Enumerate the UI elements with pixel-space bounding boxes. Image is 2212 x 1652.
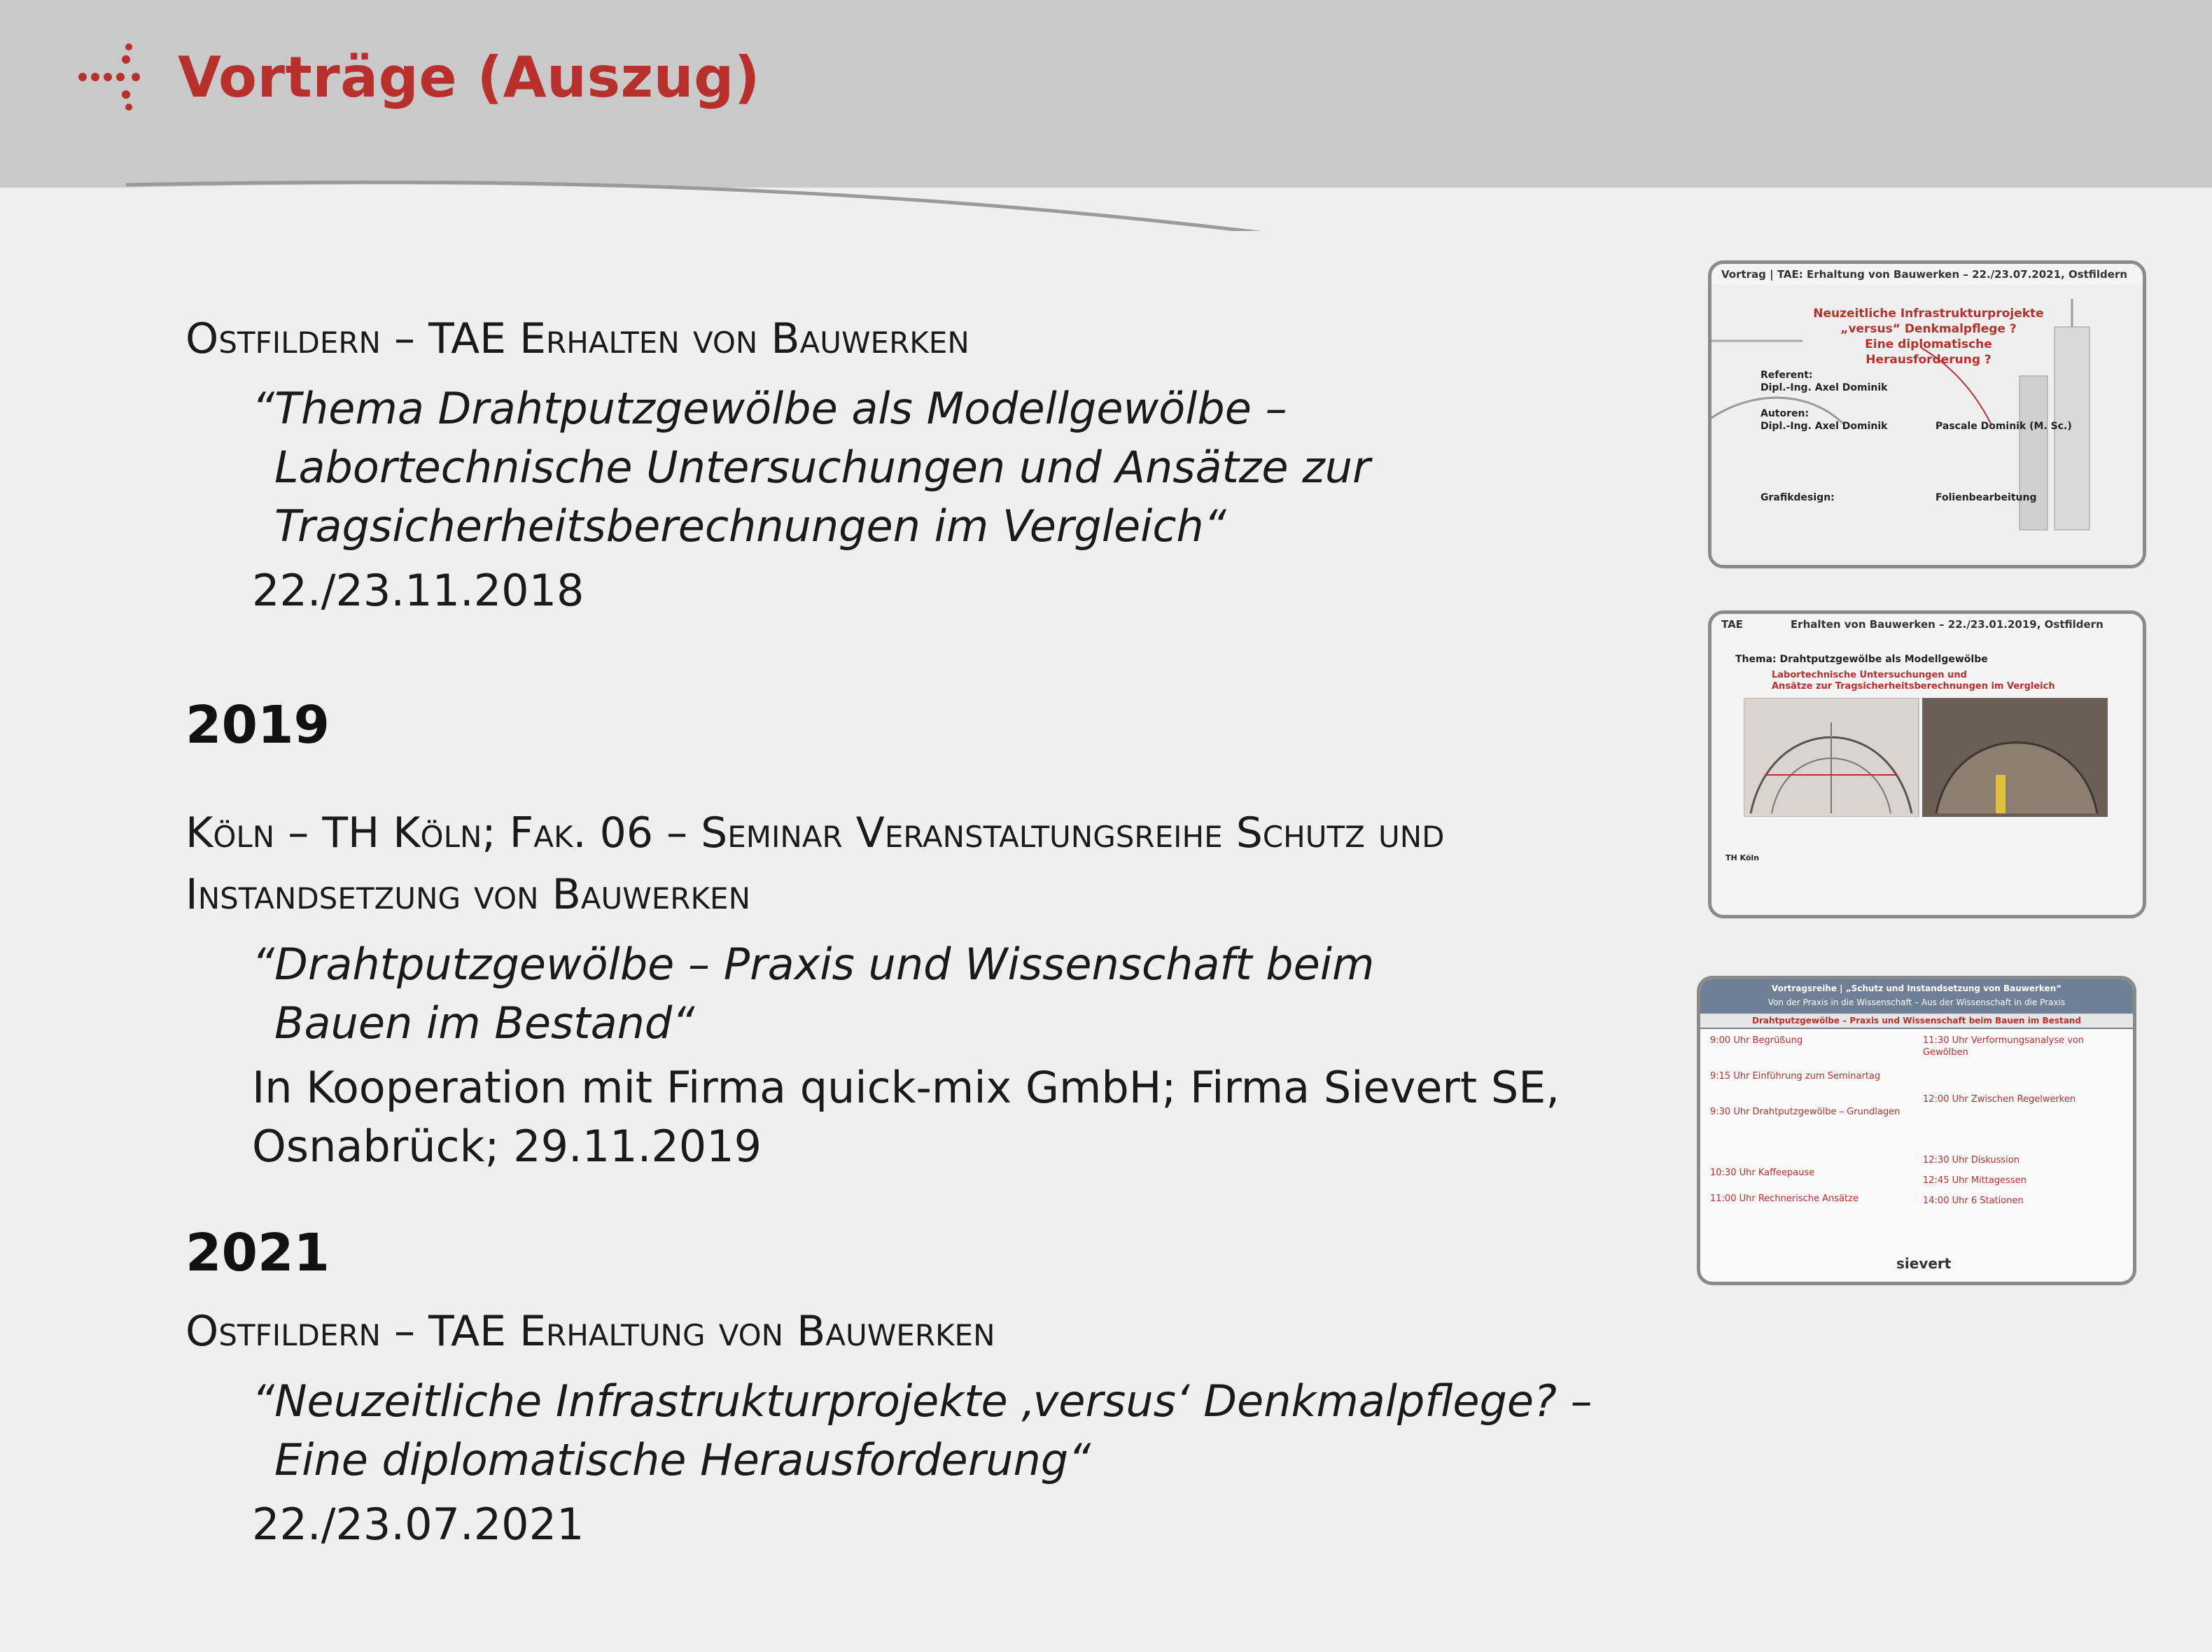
- page-title: Vorträge (Auszug): [178, 44, 760, 110]
- slide-thumbnail-2019: [1708, 610, 2146, 918]
- program-item: 12:00 Uhr Zwischen Regelwerken: [1923, 1094, 2076, 1105]
- sievert-logo: sievert: [1896, 1255, 1952, 1272]
- thumb-subtitle: [1772, 670, 2055, 692]
- slide-thumbnail-seminar: [1697, 976, 2136, 1285]
- thumb-title-line: Neuzeitliche Infrastrukturprojekte: [1813, 307, 2044, 321]
- thumb-title-line: Eine diplomatische Herausforderung ?: [1865, 337, 1992, 367]
- talk-title-line: “Drahtputzgewölbe – Praxis und Wissenschaft beim: [252, 939, 1375, 990]
- talk-title-line: Bauen im Bestand“: [274, 997, 695, 1049]
- talk-entry-2019: [186, 690, 1614, 1176]
- thumb-author-1: Dipl.-Ing. Axel Dominik: [1760, 421, 1888, 432]
- thumb-tag: TAE: [1721, 618, 1743, 631]
- thumb-authors-label: Autoren:: [1760, 408, 1809, 419]
- thumb-title-line: „versus“ Denkmalpflege ?: [1840, 322, 2017, 336]
- thumb-banner-header: [1700, 979, 2133, 1014]
- venue-line: Instandsetzung von Bauwerken: [186, 870, 750, 919]
- program-item: 9:00 Uhr Begrüßung: [1710, 1035, 1803, 1046]
- thumb-author-2: Pascale Dominik (M. Sc.): [1935, 421, 2072, 432]
- venue: Ostfildern – TAE Erhaltung von Bauwerken: [186, 1307, 995, 1356]
- thumb-thema: Thema: Drahtputzgewölbe als Modellgewölbe: [1735, 654, 1988, 665]
- thumb-subtitle-line: Labortechnische Untersuchungen und: [1772, 670, 1967, 680]
- program-item: 9:15 Uhr Einführung zum Seminartag: [1710, 1071, 1881, 1082]
- venue: Ostfildern – TAE Erhalten von Bauwerken: [186, 314, 969, 363]
- thumb-subtitle-line: Ansätze zur Tragsicherheitsberechnungen im Vergleich: [1772, 681, 2055, 692]
- thumb-header: Vortrag | TAE: Erhaltung von Bauwerken – 22./23.07.2021, Ostfildern: [1721, 268, 2128, 281]
- talk-title-line: “Neuzeitliche Infrastrukturprojekte ‚versus‘ Denkmalpflege? –: [252, 1376, 1592, 1427]
- thumb-program: [1700, 1029, 2133, 1212]
- program-item: 12:45 Uhr Mittagessen: [1923, 1175, 2026, 1186]
- talk-entry-2018: [186, 308, 1614, 620]
- talk-title: [252, 935, 1614, 1053]
- year-heading: 2021: [186, 1223, 330, 1283]
- thumb-referent: [1760, 369, 1888, 394]
- talk-title: [252, 1372, 1614, 1490]
- title-bar: [77, 38, 760, 115]
- thumb-referent-label: Referent:: [1760, 370, 1813, 381]
- talk-entry-2021: [186, 1218, 1614, 1554]
- thumb-banner: Drahtputzgewölbe – Praxis und Wissenschaft beim Bauen im Bestand: [1700, 1014, 2133, 1029]
- program-item: 11:30 Uhr Verformungsanalyse von Gewölben: [1923, 1035, 2085, 1058]
- header-background: [0, 0, 2212, 231]
- thumb-footer: TH Köln: [1726, 853, 1760, 862]
- thumb-title: [1809, 306, 2047, 368]
- thumb-photos: [1744, 698, 2108, 817]
- venue: [186, 802, 1614, 925]
- talk-title: [252, 379, 1614, 556]
- talk-title-line: Eine diplomatische Herausforderung“: [274, 1434, 1091, 1485]
- note-line: In Kooperation mit Firma quick-mix GmbH; Firma Sievert SE,: [252, 1062, 1560, 1113]
- program-item: 10:30 Uhr Kaffeepause: [1710, 1168, 1815, 1178]
- arrow-dots-icon: [77, 38, 147, 115]
- slide-thumbnail-2021: [1708, 260, 2146, 568]
- talk-note: [252, 1058, 1614, 1176]
- program-item: 12:30 Uhr Diskussion: [1923, 1155, 2019, 1166]
- thumb-program-left: [1710, 1035, 1906, 1207]
- header-band: [0, 0, 2212, 231]
- thumb-authors: [1760, 407, 1888, 433]
- thumb-header-line: Von der Praxis in die Wissenschaft – Aus der Wissenschaft in die Praxis: [1768, 997, 2066, 1007]
- year-heading: 2019: [186, 695, 330, 755]
- talk-title-line: “Thema Drahtputzgewölbe als Modellgewölbe –: [252, 383, 1287, 434]
- thumb-footer-text: [1726, 852, 1759, 864]
- thumb-header-row: [1712, 614, 2143, 635]
- talks-list: [186, 308, 1614, 1554]
- program-item: 9:30 Uhr Drahtputzgewölbe – Grundlagen: [1710, 1107, 1900, 1117]
- thumb-folien-label: Folienbearbeitung: [1935, 492, 2037, 503]
- talk-title-line: Labortechnische Untersuchungen und Ansätze zur: [274, 442, 1371, 493]
- program-item: 11:00 Uhr Rechnerische Ansätze: [1710, 1194, 1858, 1204]
- talk-date: 22./23.11.2018: [252, 565, 584, 616]
- venue-line: Köln – TH Köln; Fak. 06 – Seminar Veranstaltungsreihe Schutz und: [186, 808, 1445, 858]
- thumb-header-line: Vortragsreihe | „Schutz und Instandsetzung von Bauwerken“: [1771, 983, 2062, 993]
- note-line: Osnabrück; 29.11.2019: [252, 1121, 762, 1172]
- program-item: 14:00 Uhr 6 Stationen: [1923, 1196, 2024, 1206]
- thumb-program-right: [1923, 1035, 2119, 1207]
- talk-title-line: Tragsicherheitsberechnungen im Vergleich“: [274, 500, 1226, 552]
- thumb-referent-name: Dipl.-Ing. Axel Dominik: [1760, 382, 1888, 393]
- talk-date: 22./23.07.2021: [252, 1499, 584, 1550]
- thumb-grafik-label: Grafikdesign:: [1760, 492, 1835, 503]
- thumb-header: Erhalten von Bauwerken – 22./23.01.2019, Ostfildern: [1790, 618, 2104, 631]
